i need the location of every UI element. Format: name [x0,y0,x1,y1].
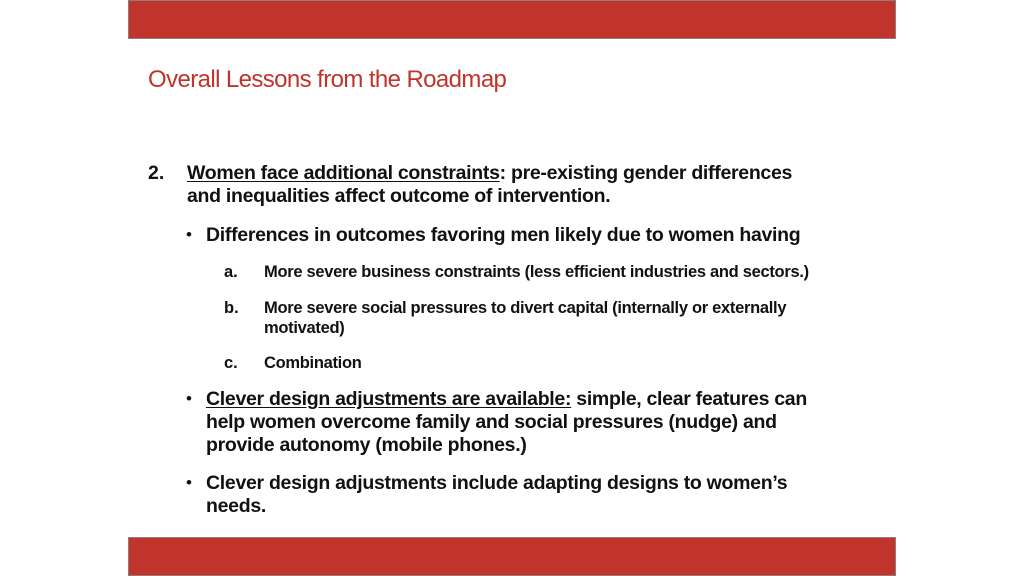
bottom-banner [128,537,896,576]
bullet-dot: • [186,389,192,408]
sub-item-marker: b. [224,299,239,317]
point-number: 2. [148,162,165,184]
bullet-2-line-2: help women overcome family and social pressures (nudge) and [206,411,777,433]
sub-item-marker: a. [224,263,238,281]
bullet-dot: • [186,225,192,244]
point-line-2: and inequalities affect outcome of intervention. [187,185,611,207]
point-heading: Women face additional constraints [187,162,500,184]
bullet-2-line-3: provide autonomy (mobile phones.) [206,434,527,456]
sub-item-a-text: More severe business constraints (less efficient industries and sectors.) [264,263,809,281]
point-line-1 [187,162,792,185]
bullet-dot: • [186,473,192,492]
bullet-2-line-1 [206,388,807,411]
bullet-3-line-1: Clever design adjustments include adapting designs to women’s [206,472,788,494]
point-line-1-rest: : pre-existing gender differences [499,162,793,184]
bullet-3-line-2: needs. [206,495,266,517]
slide-title: Overall Lessons from the Roadmap [148,66,507,93]
bullet-2-heading: Clever design adjustments are available: [206,388,572,410]
bullet-2-line-1-rest: simple, clear features can [571,388,807,410]
sub-item-b-text-line-2: motivated) [264,319,345,337]
sub-item-c-text: Combination [264,354,362,372]
bullet-1-text: Differences in outcomes favoring men likely due to women having [206,224,801,246]
sub-item-marker: c. [224,354,238,372]
sub-item-b-text-line-1: More severe social pressures to divert capital (internally or externally [264,299,787,317]
